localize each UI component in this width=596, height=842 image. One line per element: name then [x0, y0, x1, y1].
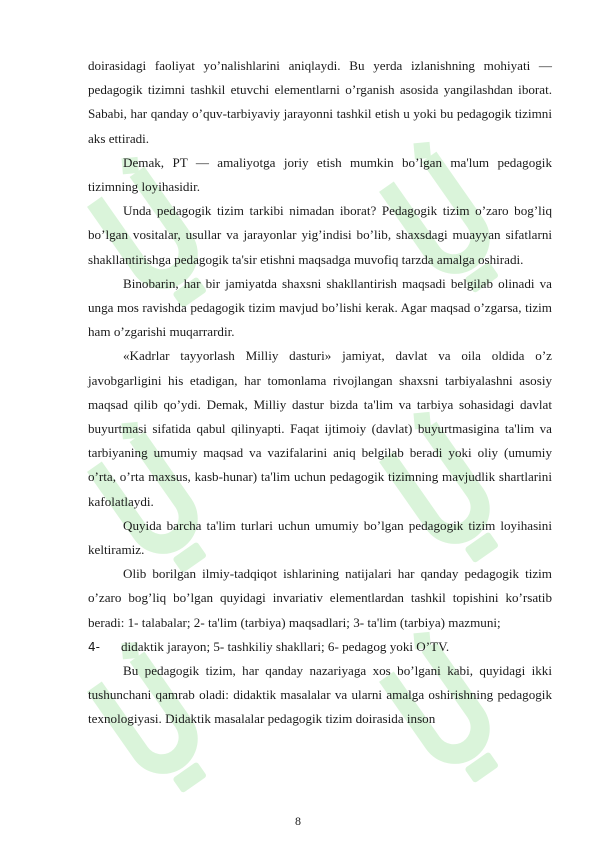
paragraph: doirasidagi faoliyat yo’nalishlarini aniqlaydi. Bu yerda izlanishning mohiyati — pedagogik tizimni tashkil etuvchi elementlarni o’rganish asosida yangilashdan iborat. Sababi, har qanday o’quv-tarbiyaviy jarayonni tashkil etish u yoki bu pedagogik tizimni aks ettiradi. — [88, 58, 552, 146]
list-item-text: didaktik jarayon; 5- tashkiliy shakllari; 6- pedagog yoki O’TV. — [121, 638, 450, 654]
paragraph: Binobarin, har bir jamiyatda shaxsni shakllantirish maqsadi belgilab olinadi va unga mos ravishda pedagogik tizim mavjud bo’lishi kerak. Agar maqsad o’zgarsa, tizim ham o’zgarishi muqarrardir. — [88, 275, 552, 340]
paragraph: Quyida barcha ta'lim turlari uchun umumiy bo’lgan pedagogik tizim loyihasini keltiramiz. — [88, 517, 552, 558]
paragraph: Demak, PT — amaliyotga joriy etish mumkin bo’lgan ma'lum pedagogik tizimning loyihasidir. — [88, 154, 552, 195]
list-item-number: 4- — [88, 639, 100, 654]
paragraph: «Kadrlar tayyorlash Milliy dasturi» jamiyat, davlat va oila oldida o’z javobgarligini his etadigan, har tomonlama rivojlangan shaxsni tarbiyalashni asosiy maqsad qilib qo’ydi. Demak, Milliy dastur bizda ta'lim va tarbiya sohasidagi davlat buyurtmasi sifatida qabul qilinyapti. Faqat ijtimoiy (davlat) buyurtmasigina ta'lim va tarbiyaning umumiy maqsad va vazifalarini aniq belgilab beradi yoki oliy (umumiy o’rta, o’rta maxsus, kasb-hunar) ta'lim uchun pedagogik tizimning mavjudlik shartlarini kafolatlaydi. — [88, 348, 552, 509]
paragraph: Unda pedagogik tizim tarkibi nimadan iborat? Pedagogik tizim o’zaro bog’liq bo’lgan vositalar, usullar va jarayonlar yig’indisi bo’lib, shaxsdagi muayyan sifatlarni shakllantirishga pedagogik ta'sir etishni maqsadga muvofiq tarzda amalga oshiradi. — [88, 203, 552, 267]
paragraph: Olib borilgan ilmiy-tadqiqot ishlarining natijalari har qanday pedagogik tizim o’zaro bog’liq bo’lgan quyidagi invariativ elementlardan tashkil topishini ko’rsatib beradi: 1- talabalar; 2- ta'lim (tarbiya) maqsadlari; 3- ta'lim (tarbiya) mazmuni; — [88, 566, 552, 630]
list-item — [88, 635, 552, 659]
paragraph: Bu pedagogik tizim, har qanday nazariyaga xos bo’lgani kabi, quyidagi ikki tushunchani qamrab oladi: didaktik masalalar va ularni amalga oshirishning pedagogik texnologiyasi. Didaktik masalalar pedagogik tizim doirasida inson — [88, 663, 552, 727]
page-number: 8 — [295, 814, 301, 828]
body-text — [88, 54, 552, 732]
